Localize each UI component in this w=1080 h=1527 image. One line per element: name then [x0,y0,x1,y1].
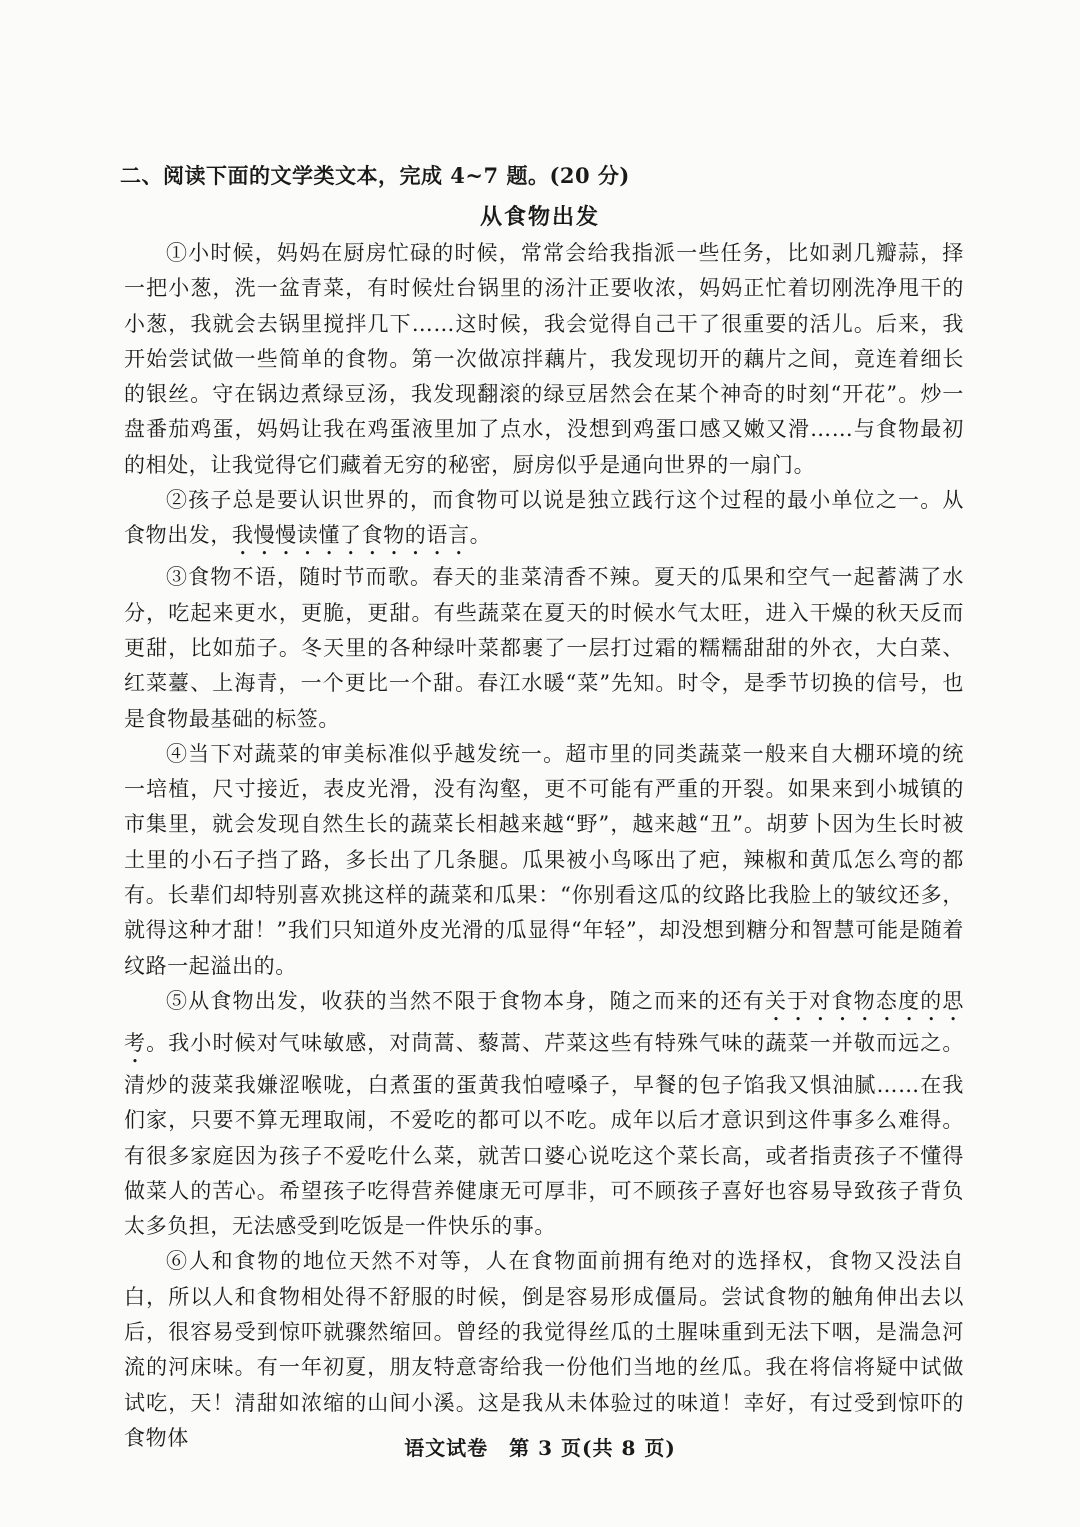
paragraph-2-text-b: 。 [469,523,492,548]
article-body [124,236,964,1456]
paragraph-6: ⑥人和食物的地位天然不对等，人在食物面前拥有绝对的选择权，食物又没法自白，所以人和食物相处得不舒服的时候，倒是容易形成僵局。尝试食物的触角伸出去以后，很容易受到惊吓就骤然缩回。曾经的我觉得丝瓜的土腥味重到无法下咽，是湍急河流的河床味。有一年初夏，朋友特意寄给我一份他们当地的丝瓜。我在将信将疑中试做试吃，天！清甜如浓缩的山间小溪。这是我从未体验过的味道！幸好，有过受到惊吓的食物体 [124,1249,964,1450]
paragraph-4: ④当下对蔬菜的审美标准似乎越发统一。超市里的同类蔬菜一般来自大棚环境的统一培植，尺寸接近，表皮光滑，没有沟壑，更不可能有严重的开裂。如果来到小城镇的市集里，就会发现自然生长的蔬菜长相越来越“野”，越来越“丑”。胡萝卜因为生长时被土里的小石子挡了路，多长出了几条腿。瓜果被小鸟啄出了疤，辣椒和黄瓜怎么弯的都有。长辈们却特别喜欢挑这样的蔬菜和瓜果：“你别看这瓜的纹路比我脸上的皱纹还多，就得这种才甜！”我们只知道外皮光滑的瓜显得“年轻”，却没想到糖分和智慧可能是随着纹路一起溢出的。 [124,741,964,978]
emphasized-phrase-1: 我慢慢读懂了食物的语言 [232,523,470,548]
paragraph-1: ①小时候，妈妈在厨房忙碌的时候，常常会给我指派一些任务，比如剥几瓣蒜，择一把小葱，洗一盆青菜，有时候灶台锅里的汤汁正要收浓，妈妈正忙着切刚洗净甩干的小葱，我就会去锅里搅拌几下……这时候，我会觉得自己干了很重要的活儿。后来，我开始尝试做一些简单的食物。第一次做凉拌藕片，我发现切开的藕片之间，竟连着细长的银丝。守在锅边煮绿豆汤，我发现翻滚的绿豆居然会在某个神奇的时刻“开花”。炒一盘番茄鸡蛋，妈妈让我在鸡蛋液里加了点水，没想到鸡蛋口感又嫩又滑……与食物最初的相处，让我觉得它们藏着无穷的秘密，厨房似乎是通向世界的一扇门。 [124,241,964,477]
paragraph-2-text-a: ②孩子总是要认识世界的，而食物可以说是独立践行这个过程的最小单位之一。从食物出发， [124,488,964,548]
paragraph-5 [124,984,964,1244]
paragraph-5-text-a: ⑤从食物出发，收获的当然不限于食物本身，随之而来的还有 [166,988,765,1013]
paragraph-3: ③食物不语，随时节而歌。春天的韭菜清香不辣。夏天的瓜果和空气一起蓄满了水分，吃起来更水，更脆，更甜。有些蔬菜在夏天的时候水气太旺，进入干燥的秋天反而更甜，比如茄子。冬天里的各种绿叶菜都裹了一层打过霜的糯糯甜甜的外衣，大白菜、红菜薹、上海青，一个更比一个甜。春江水暖“菜”先知。时令，是季节切换的信号，也是食物最基础的标签。 [124,565,964,731]
paragraph-5-text-b: 。我小时候对气味敏感，对茼蒿、藜蒿、芹菜这些有特殊气味的蔬菜一并敬而远之。清炒的菠菜我嫌涩喉咙，白煮蛋的蛋黄我怕噎嗓子，早餐的包子馅我又惧油腻……在我们家，只要不算无理取闹，不爱吃的都可以不吃。成年以后才意识到这件事多么难得。有很多家庭因为孩子不爱吃什么菜，就苦口婆心说吃这个菜长高，或者指责孩子不懂得做菜人的苦心。希望孩子吃得营养健康无可厚非，可不顾孩子喜好也容易导致孩子背负太多负担，无法感受到吃饭是一件快乐的事。 [124,1030,964,1239]
paragraph-2 [124,483,964,560]
section-heading: 二、阅读下面的文学类文本，完成 4~7 题。(20 分) [120,163,630,188]
page-footer: 语文试卷 第 3 页(共 8 页) [404,1436,676,1460]
article-title: 从食物出发 [479,204,600,230]
emphasized-phrase-2: 关于对食物态度的思考 [124,988,964,1055]
